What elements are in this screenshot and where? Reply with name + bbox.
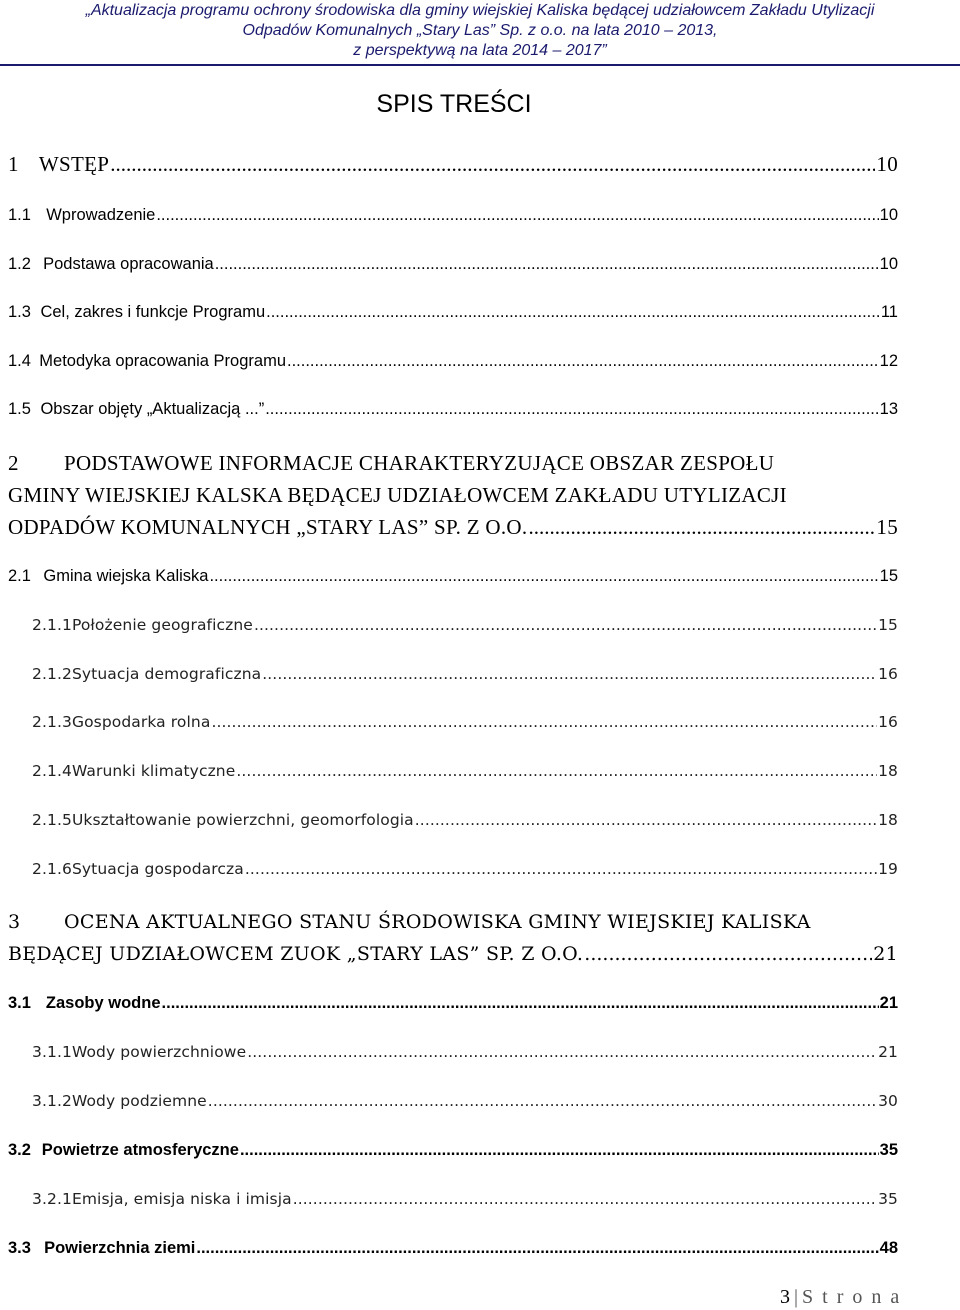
toc-entry-label-line-2: GMINY WIEJSKIEJ KALSKA BĘDĄCEJ UDZIAŁOWCEM ZAKŁADU UTYLIZACJI bbox=[8, 483, 787, 507]
toc-entry-1-5[interactable] bbox=[8, 398, 898, 420]
toc-leader-dots bbox=[415, 809, 877, 831]
toc-entry-number: 3.3 bbox=[8, 1239, 31, 1257]
toc-entry-page: 30 bbox=[878, 1092, 898, 1110]
toc-entry-page: 21 bbox=[879, 994, 898, 1012]
toc-entry-page: 35 bbox=[878, 1190, 898, 1208]
toc-leader-dots bbox=[247, 1041, 877, 1063]
toc-entry-label: Warunki klimatyczne bbox=[71, 762, 236, 780]
toc-entry-label: Wody podziemne bbox=[71, 1092, 207, 1110]
toc-entry-2-1-1[interactable] bbox=[8, 614, 898, 636]
toc-leader-dots bbox=[211, 711, 877, 733]
toc-entry-1-2[interactable] bbox=[8, 253, 898, 275]
toc-entry-page: 13 bbox=[879, 400, 898, 418]
document-header bbox=[0, 0, 960, 66]
toc-entry-1-3[interactable] bbox=[8, 301, 898, 323]
toc-entry-label: WSTĘP bbox=[38, 152, 110, 176]
toc-entry-label: Gmina wiejska Kaliska bbox=[43, 567, 209, 585]
toc-entry-2[interactable] bbox=[8, 447, 898, 543]
toc-entry-label: Położenie geograficzne bbox=[71, 616, 253, 634]
toc-entry-label-line-1: PODSTAWOWE INFORMACJE CHARAKTERYZUJĄCE OBSZAR ZESPOŁU bbox=[64, 451, 775, 475]
toc-entry-label: Powietrze atmosferyczne bbox=[41, 1141, 239, 1159]
toc-entry-number: 3.2 bbox=[8, 1141, 31, 1159]
toc-entry-page: 16 bbox=[878, 665, 898, 683]
toc-entry-2-1-5[interactable] bbox=[8, 809, 898, 831]
toc-entry-label: Wprowadzenie bbox=[46, 206, 156, 224]
toc-leader-dots bbox=[196, 1237, 878, 1259]
toc-entry-2-1[interactable] bbox=[8, 565, 898, 587]
toc-entry-label-line-2: BĘDĄCEJ UDZIAŁOWCEM ZUOK „STARY LAS” SP. Z O.O. bbox=[8, 943, 584, 965]
toc-leader-dots bbox=[262, 663, 877, 685]
toc-entry-2-1-6[interactable] bbox=[8, 858, 898, 880]
toc-entry-page: 21 bbox=[873, 943, 898, 965]
toc-leader-dots bbox=[162, 992, 879, 1014]
toc-entry-page: 18 bbox=[878, 762, 898, 780]
toc-leader-dots bbox=[265, 398, 878, 420]
toc-entry-2-1-2[interactable] bbox=[8, 663, 898, 685]
toc-entry-3-1-1[interactable] bbox=[8, 1041, 898, 1063]
footer-separator: | bbox=[794, 1286, 801, 1308]
toc-leader-dots bbox=[215, 253, 879, 275]
toc-entry-label: Cel, zakres i funkcje Programu bbox=[40, 303, 266, 321]
toc-entry-page: 10 bbox=[876, 152, 898, 176]
footer-page-number: 3 bbox=[780, 1286, 792, 1308]
toc-entry-1[interactable] bbox=[8, 148, 898, 180]
toc-entry-page: 18 bbox=[878, 811, 898, 829]
toc-entry-page: 35 bbox=[879, 1141, 898, 1159]
toc-entry-page: 11 bbox=[880, 303, 898, 321]
toc-leader-dots bbox=[156, 204, 878, 226]
toc-leader-dots bbox=[293, 1188, 877, 1210]
toc-leader-dots bbox=[584, 938, 872, 970]
toc-entry-number: 1.4 bbox=[8, 352, 31, 370]
toc-entry-label: Ukształtowanie powierzchni, geomorfologia bbox=[71, 811, 414, 829]
toc-entry-number: 2.1.3 bbox=[32, 713, 72, 731]
toc-entry-number: 3.1.1 bbox=[32, 1043, 72, 1061]
toc-entry-number: 2.1 bbox=[8, 567, 31, 585]
toc-entry-number: 3 bbox=[8, 911, 21, 933]
toc-entry-1-1[interactable] bbox=[8, 204, 898, 226]
footer-page-word: S t r o n a bbox=[802, 1286, 902, 1308]
toc-entry-number: 3.1 bbox=[8, 994, 31, 1012]
toc-entry-3-2-1[interactable] bbox=[8, 1188, 898, 1210]
page-footer bbox=[780, 1286, 901, 1309]
toc-entry-page: 15 bbox=[879, 567, 898, 585]
toc-entry-3-1[interactable] bbox=[8, 992, 898, 1014]
toc-entry-label: Sytuacja demograficzna bbox=[71, 665, 262, 683]
toc-entry-number: 2.1.2 bbox=[32, 665, 72, 683]
toc-entry-2-1-4[interactable] bbox=[8, 760, 898, 782]
toc-entry-number: 3.2.1 bbox=[32, 1190, 72, 1208]
toc-leader-dots bbox=[240, 1139, 879, 1161]
toc-entry-label: Zasoby wodne bbox=[45, 994, 161, 1012]
toc-leader-dots bbox=[528, 511, 875, 543]
toc-entry-number: 2.1.6 bbox=[32, 860, 72, 878]
toc-entry-number: 1.2 bbox=[8, 255, 31, 273]
toc-leader-dots bbox=[208, 1090, 877, 1112]
toc-entry-label: Metodyka opracowania Programu bbox=[39, 352, 286, 370]
toc-entry-3[interactable] bbox=[8, 906, 898, 970]
toc-entry-number: 1.1 bbox=[8, 206, 31, 224]
toc-leader-dots bbox=[266, 301, 880, 323]
toc-entry-number: 2 bbox=[8, 451, 19, 475]
toc-leader-dots bbox=[245, 858, 877, 880]
toc-entry-number: 2.1.5 bbox=[32, 811, 72, 829]
toc-entry-3-3[interactable] bbox=[8, 1237, 898, 1259]
toc-entry-page: 16 bbox=[878, 713, 898, 731]
toc-leader-dots bbox=[209, 565, 878, 587]
toc-entry-number: 2.1.4 bbox=[32, 762, 72, 780]
toc-entry-label: Obszar objęty „Aktualizacją ...” bbox=[40, 400, 265, 418]
toc-entry-label: Sytuacja gospodarcza bbox=[71, 860, 244, 878]
toc-entry-3-2[interactable] bbox=[8, 1139, 898, 1161]
toc-entry-label: Wody powierzchniowe bbox=[71, 1043, 247, 1061]
toc-leader-dots bbox=[110, 148, 875, 180]
toc-entry-label: Gospodarka rolna bbox=[71, 713, 211, 731]
toc-entry-page: 15 bbox=[876, 515, 898, 539]
header-line-2: Odpadów Komunalnych „Stary Las” Sp. z o.o. na lata 2010 – 2013, bbox=[242, 22, 718, 39]
toc-entry-label: Powierzchnia ziemi bbox=[44, 1239, 196, 1257]
toc-entry-number: 1.5 bbox=[8, 400, 31, 418]
toc-entry-page: 10 bbox=[879, 255, 898, 273]
toc-entry-page: 48 bbox=[879, 1239, 898, 1257]
toc-entry-number: 3.1.2 bbox=[32, 1092, 72, 1110]
header-line-3: z perspektywą na lata 2014 – 2017” bbox=[353, 42, 607, 59]
toc-title: SPIS TREŚCI bbox=[376, 90, 532, 118]
toc-leader-dots bbox=[287, 350, 879, 372]
toc-entry-number: 2.1.1 bbox=[32, 616, 72, 634]
toc-entry-page: 21 bbox=[878, 1043, 898, 1061]
toc-entry-label-line-3: ODPADÓW KOMUNALNYCH „STARY LAS” SP. Z O.O. bbox=[8, 515, 528, 539]
toc-entry-number: 1 bbox=[8, 152, 19, 176]
toc-entry-page: 15 bbox=[878, 616, 898, 634]
toc-leader-dots bbox=[254, 614, 877, 636]
toc-entry-number: 1.3 bbox=[8, 303, 31, 321]
header-line-1: „Aktualizacja programu ochrony środowiska dla gminy wiejskiej Kaliska będącej udziałowcem Zakładu Utylizacji bbox=[85, 2, 875, 19]
toc-entry-3-1-2[interactable] bbox=[8, 1090, 898, 1112]
toc-entry-1-4[interactable] bbox=[8, 350, 898, 372]
toc-entry-label-line-1: OCENA AKTUALNEGO STANU ŚRODOWISKA GMINY WIEJSKIEJ KALISKA bbox=[64, 911, 811, 933]
toc-entry-label: Podstawa opracowania bbox=[43, 255, 214, 273]
toc-entry-label: Emisja, emisja niska i imisja bbox=[71, 1190, 292, 1208]
toc-entry-page: 19 bbox=[878, 860, 898, 878]
toc-leader-dots bbox=[236, 760, 877, 782]
toc-entry-2-1-3[interactable] bbox=[8, 711, 898, 733]
toc-entry-page: 10 bbox=[879, 206, 898, 224]
toc-entry-page: 12 bbox=[879, 352, 898, 370]
